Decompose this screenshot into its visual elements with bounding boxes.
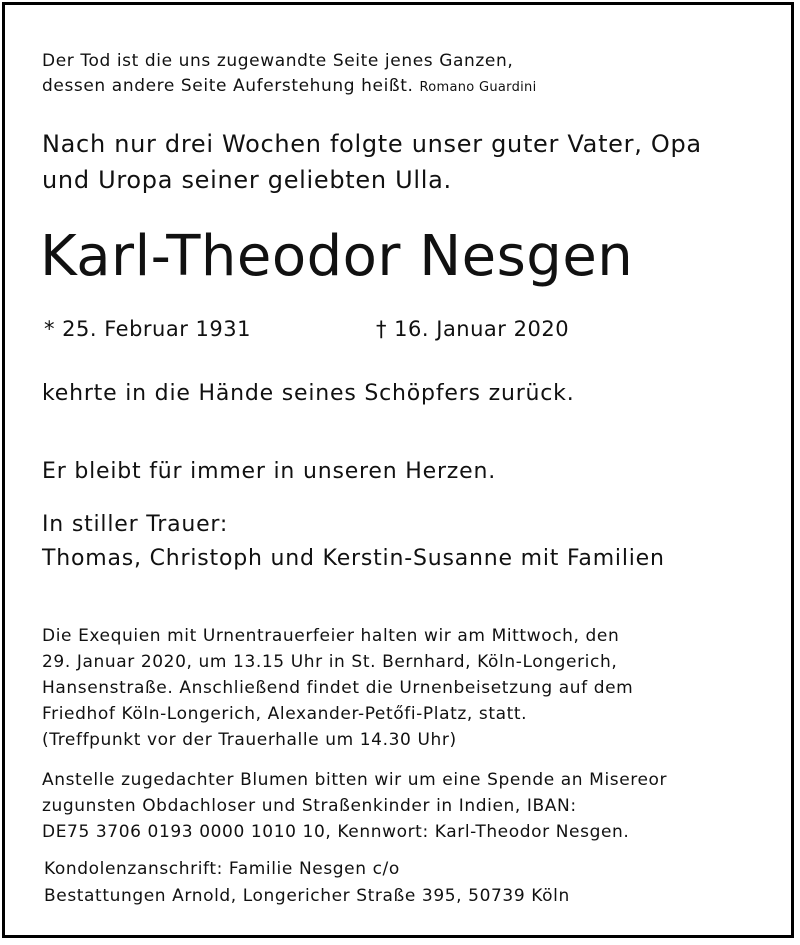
funeral-line-1: Die Exequien mit Urnentrauerfeier halten wir am Mittwoch, den [42, 626, 620, 646]
intro-line-1: Nach nur drei Wochen folgte unser guter Vater, Opa [42, 130, 702, 158]
birth-date: * 25. Februar 1931 [44, 317, 251, 341]
donation-line-1: Anstelle zugedachter Blumen bitten wir um eine Spende an Misereor [42, 770, 668, 790]
donation-line-3: DE75 3706 0193 0000 1010 10, Kennwort: Karl-Theodor Nesgen. [42, 822, 630, 842]
funeral-line-3: Hansenstraße. Anschließend findet die Urnenbeisetzung auf dem [42, 678, 634, 698]
remembrance-text: Er bleibt für immer in unseren Herzen. [42, 459, 497, 484]
death-date: † 16. Januar 2020 [376, 317, 570, 341]
intro-line-2: und Uropa seiner geliebten Ulla. [42, 166, 452, 194]
mourners-heading: In stiller Trauer: [42, 512, 229, 537]
quote-line-1: Der Tod ist die uns zugewandte Seite jenes Ganzen, [42, 51, 514, 71]
funeral-line-2: 29. Januar 2020, um 13.15 Uhr in St. Bernhard, Köln-Longerich, [42, 652, 618, 672]
donation-line-2: zugunsten Obdachloser und Straßenkinder in Indien, IBAN: [42, 796, 577, 816]
condolence-line-1: Kondolenzanschrift: Familie Nesgen c/o [44, 859, 400, 879]
mourners-names: Thomas, Christoph und Kerstin-Susanne mit Familien [42, 546, 665, 571]
returned-text: kehrte in die Hände seines Schöpfers zurück. [42, 381, 575, 406]
quote-text: dessen andere Seite Auferstehung heißt. [42, 76, 414, 96]
condolence-line-2: Bestattungen Arnold, Longericher Straße 395, 50739 Köln [44, 886, 570, 906]
funeral-line-5: (Treffpunkt vor der Trauerhalle um 14.30 Uhr) [42, 730, 457, 750]
deceased-name: Karl-Theodor Nesgen [40, 224, 634, 289]
funeral-line-4: Friedhof Köln-Longerich, Alexander-Petőfi-Platz, statt. [42, 704, 528, 724]
quote-line-2 [42, 74, 536, 100]
quote-author: Romano Guardini [419, 80, 537, 95]
